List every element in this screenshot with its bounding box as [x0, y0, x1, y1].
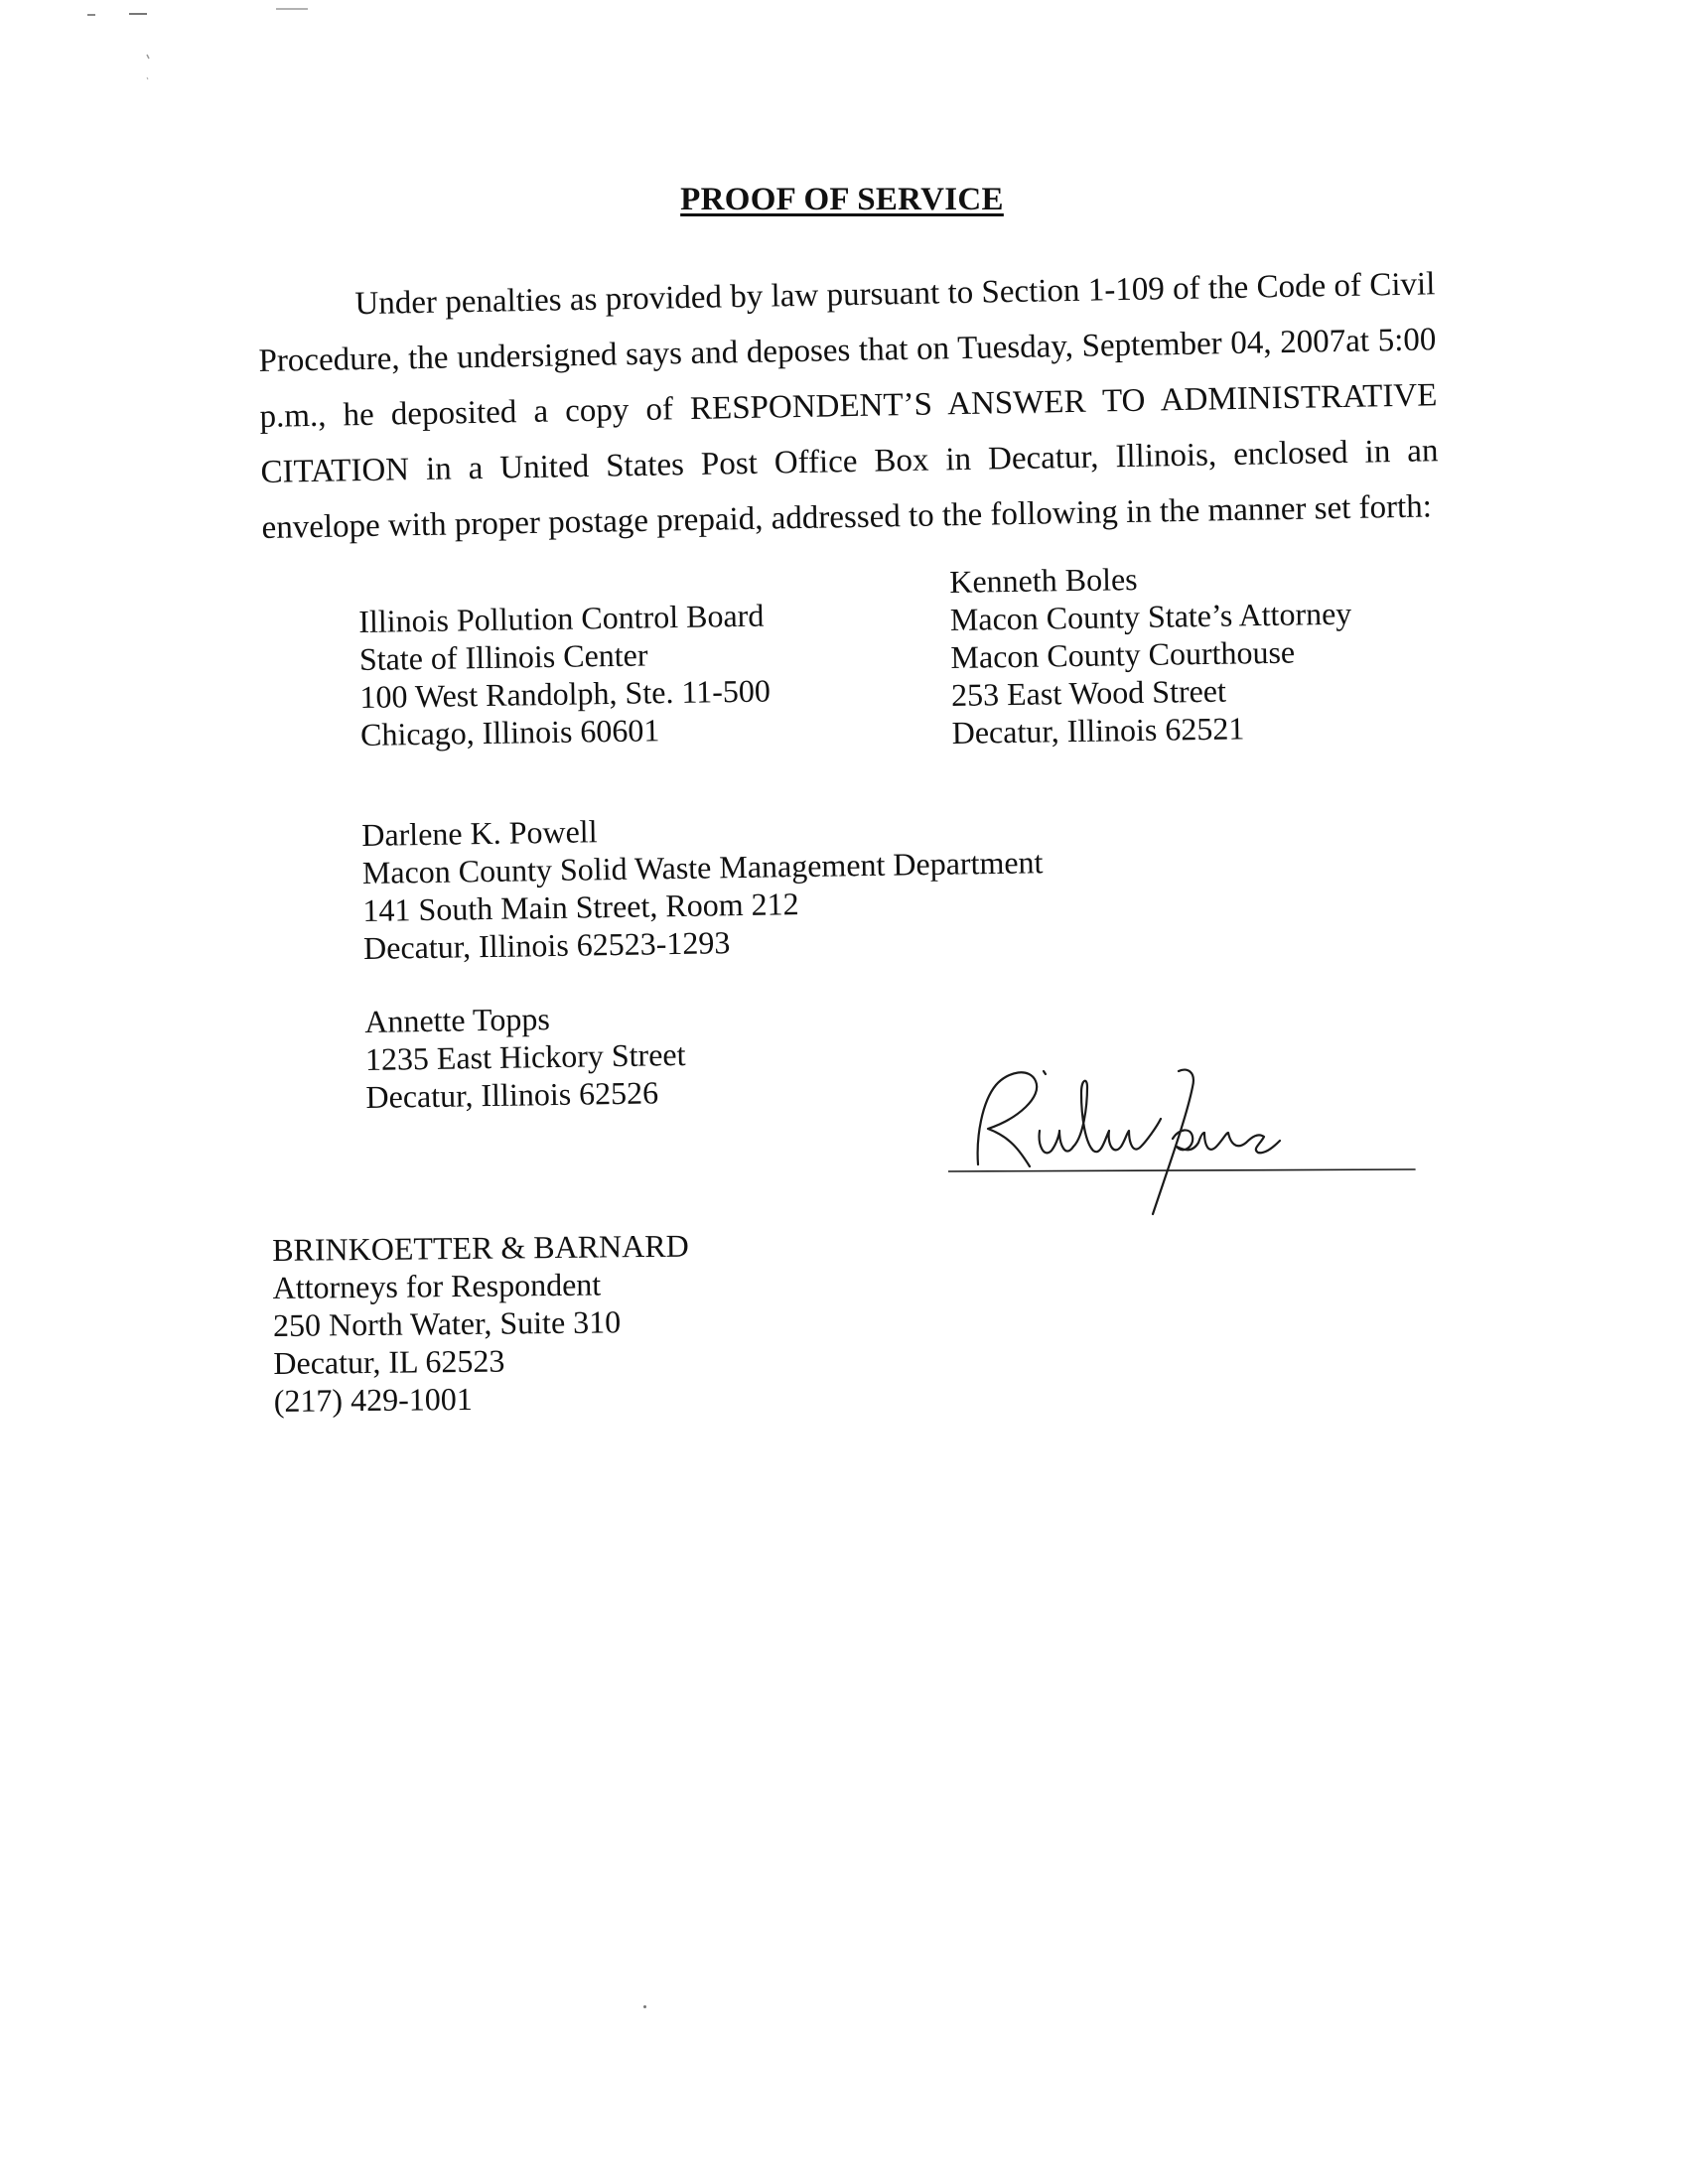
recipient-address-3 [361, 805, 1045, 967]
firm-name: BRINKOETTER & BARNARD [272, 1227, 689, 1268]
address-line: Macon County State’s Attorney [949, 595, 1352, 637]
handwritten-signature-icon [948, 1047, 1425, 1226]
recipient-address-1 [358, 597, 772, 753]
address-line: Kenneth Boles [949, 561, 1138, 600]
scan-artifact-marks-icon [79, 0, 338, 99]
firm-line: Decatur, IL 62523 [273, 1342, 505, 1381]
firm-line: Attorneys for Respondent [272, 1266, 602, 1305]
page-title: PROOF OF SERVICE [680, 182, 1004, 217]
firm-signature-block [272, 1227, 691, 1420]
declaration-text: Under penalties as provided by law pursuant to Section 1-109 of the Code of Civil Procedure, the undersigned says and deposes that on Tuesday, September 04, 2007at 5:00 p.m., he deposited a copy of RESPONDENT’S ANSWER TO ADMINISTRATIVE CITATION in a United States Post Office Box in Decatur, Illinois, enclosed in an envelope with proper postage prepaid, addressed to the following in the manner set forth: [258, 266, 1439, 546]
address-line: 253 East Wood Street [950, 672, 1227, 713]
firm-phone: (217) 429-1001 [273, 1380, 473, 1419]
address-line: Illinois Pollution Control Board [358, 597, 765, 639]
address-line: Chicago, Illinois 60601 [359, 712, 660, 752]
address-line: 1235 East Hickory Street [364, 1035, 686, 1077]
address-line: State of Illinois Center [358, 636, 648, 677]
address-line: 141 South Main Street, Room 212 [362, 886, 799, 928]
address-line: 100 West Randolph, Ste. 11-500 [359, 672, 772, 715]
declaration-paragraph [257, 256, 1440, 556]
address-line: Annette Topps [364, 1001, 551, 1039]
address-line: Decatur, Illinois 62526 [365, 1074, 659, 1115]
address-line: Macon County Solid Waste Management Department [361, 844, 1044, 890]
address-line: Darlene K. Powell [361, 813, 598, 853]
address-line: Decatur, Illinois 62521 [951, 710, 1245, 751]
firm-line: 250 North Water, Suite 310 [272, 1303, 622, 1343]
address-line: Macon County Courthouse [950, 633, 1296, 675]
address-line: Decatur, Illinois 62523-1293 [362, 924, 731, 966]
scan-speck [643, 2005, 646, 2008]
recipient-address-2 [949, 557, 1353, 751]
recipient-address-4 [364, 998, 686, 1116]
